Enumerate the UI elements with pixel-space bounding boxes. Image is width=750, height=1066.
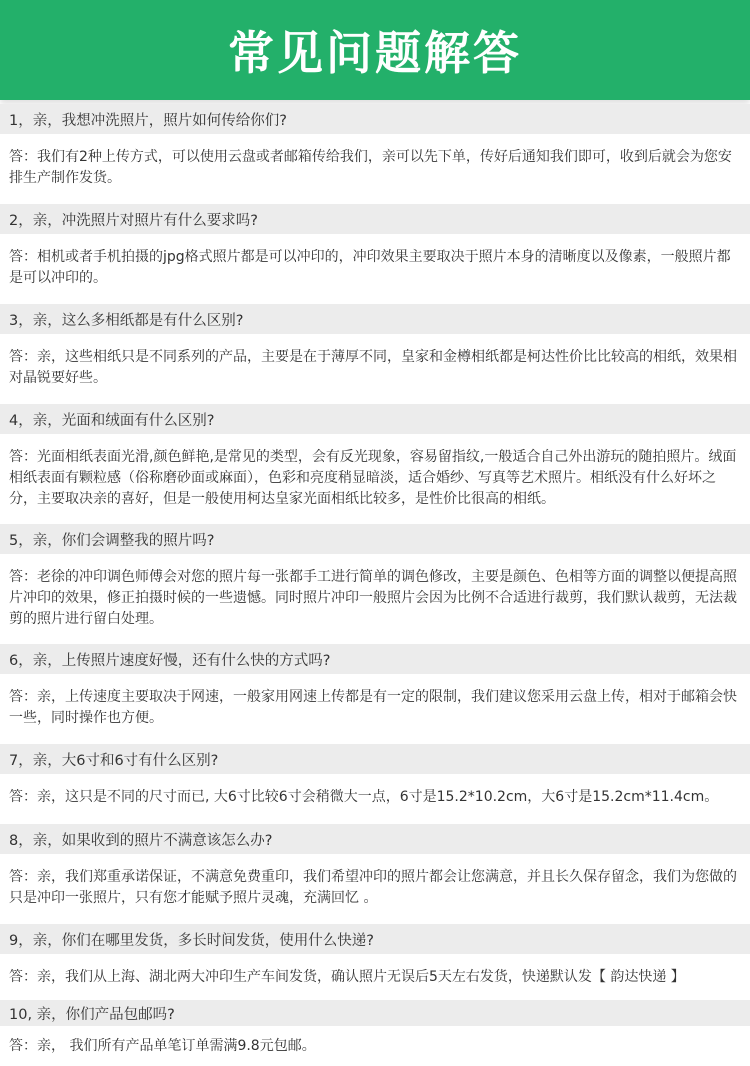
faq-answer-5: 答：老徐的冲印调色师傅会对您的照片每一张都手工进行简单的调色修改，主要是颜色、色相等方面的调整以便提高照片冲印的效果，修正拍摄时候的一些遗憾。同时照片冲印一般照片会因为比例不合适进行裁剪，我们默认裁剪，无法裁剪的照片进行留白处理。 [9, 569, 737, 627]
page-title: 常见问题解答 [228, 26, 522, 80]
faq-question-2: 2，亲，冲洗照片对照片有什么要求吗? [0, 204, 750, 234]
faq-question-8: 8，亲，如果收到的照片不满意该怎么办? [0, 824, 750, 854]
faq-answer-8: 答：亲，我们郑重承诺保证，不满意免费重印，我们希望冲印的照片都会让您满意，并且长久保存留念，我们为您做的只是冲印一张照片，只有您才能赋予照片灵魂，充满回忆 。 [9, 869, 737, 906]
faq-question-4: 4，亲，光面和绒面有什么区别? [0, 404, 750, 434]
faq-question-9: 9，亲，你们在哪里发货，多长时间发货，使用什么快递? [0, 924, 750, 954]
faq-answer-2: 答：相机或者手机拍摄的jpg格式照片都是可以冲印的，冲印效果主要取决于照片本身的清晰度以及像素，一般照片都是可以冲印的。 [9, 249, 731, 286]
faq-answer-3: 答：亲，这些相纸只是不同系列的产品，主要是在于薄厚不同，皇家和金樽相纸都是柯达性价比比较高的相纸，效果相对晶锐要好些。 [9, 349, 737, 386]
faq-question-5: 5，亲，你们会调整我的照片吗? [0, 524, 750, 554]
header-banner [0, 0, 750, 100]
faq-question-3: 3，亲，这么多相纸都是有什么区别? [0, 304, 750, 334]
faq-answer-9: 答：亲，我们从上海、湖北两大冲印生产车间发货，确认照片无误后5天左右发货，快递默认发【 韵达快递 】 [9, 969, 685, 985]
faq-question-10: 10, 亲，你们产品包邮吗? [0, 1000, 750, 1026]
faq-answer-1: 答：我们有2种上传方式，可以使用云盘或者邮箱传给我们，亲可以先下单，传好后通知我们即可，收到后就会为您安排生产制作发货。 [9, 149, 732, 186]
faq-answer-10: 答：亲， 我们所有产品单笔订单需满9.8元包邮。 [9, 1038, 316, 1054]
faq-answer-7: 答：亲，这只是不同的尺寸而已, 大6寸比较6寸会稍微大一点，6寸是15.2*10.2cm，大6寸是15.2cm*11.4cm。 [9, 789, 719, 805]
faq-answer-6: 答：亲，上传速度主要取决于网速，一般家用网速上传都是有一定的限制，我们建议您采用云盘上传，相对于邮箱会快一些，同时操作也方便。 [9, 689, 737, 726]
faq-question-7: 7，亲，大6寸和6寸有什么区别? [0, 744, 750, 774]
faq-answer-4: 答：光面相纸表面光滑,颜色鲜艳,是常见的类型，会有反光现象，容易留指纹,一般适合自己外出游玩的随拍照片。绒面相纸表面有颗粒感（俗称磨砂面或麻面），色彩和亮度稍显暗淡，适合婚纱、写真等艺术照片。相纸没有什么好坏之分，主要取决亲的喜好，但是一般使用柯达皇家光面相纸比较多，是性价比很高的相纸。 [9, 449, 737, 507]
faq-question-6: 6，亲，上传照片速度好慢，还有什么快的方式吗? [0, 644, 750, 674]
faq-question-1: 1，亲，我想冲洗照片，照片如何传给你们? [0, 104, 750, 134]
